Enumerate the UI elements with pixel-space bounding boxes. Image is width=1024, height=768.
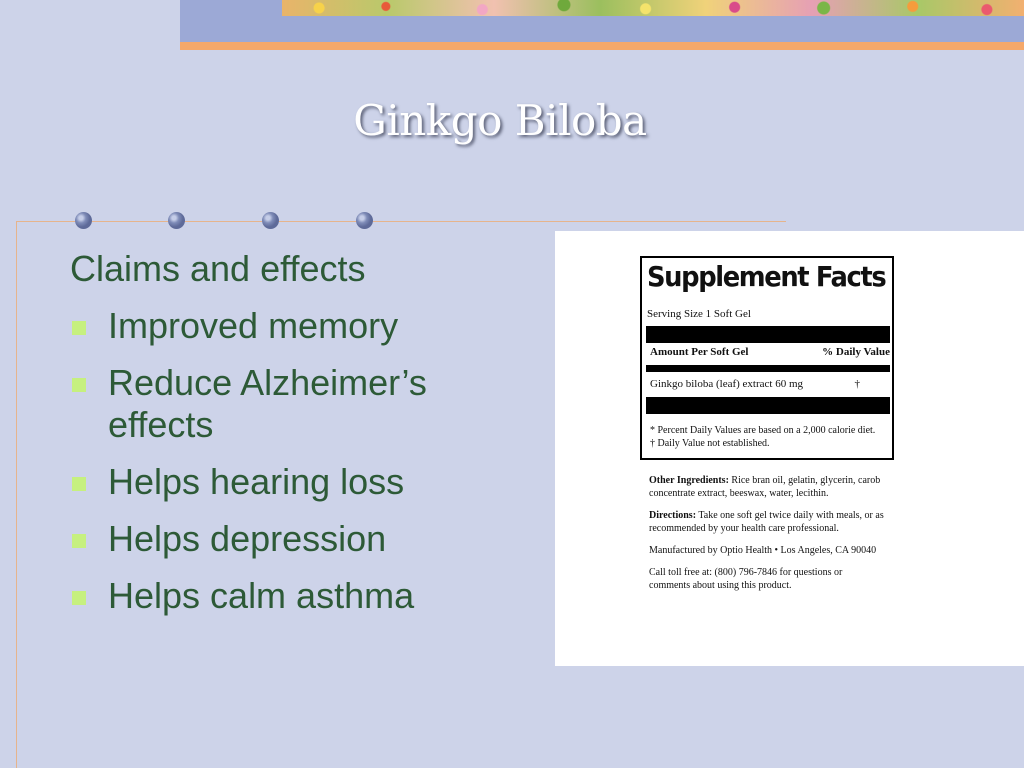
decor-dot-2 (168, 212, 185, 229)
list-item-text: Helps calm asthma (108, 575, 415, 616)
serving-size: Serving Size 1 Soft Gel (647, 308, 751, 320)
directions-label: Directions: (649, 510, 697, 521)
footnotes (650, 424, 886, 450)
list-item-text: Helps depression (108, 518, 387, 559)
manufacturer: Manufactured by Optio Health • Los Angeles, CA 90040 (649, 545, 877, 556)
decor-dot-4 (356, 212, 373, 229)
ingredient-row (650, 378, 890, 390)
footnote-1: * Percent Daily Values are based on a 2,000 calorie diet. (650, 425, 876, 436)
bullet-square-icon (72, 591, 86, 605)
bullet-square-icon (72, 477, 86, 491)
footnote-2: † Daily Value not established. (650, 438, 770, 449)
claims-heading: Claims and effects (70, 248, 366, 289)
black-bar (646, 397, 890, 414)
claims-list (70, 305, 540, 617)
list-item (70, 305, 540, 347)
contact-info: Call toll free at: (800) 796-7846 for questions or comments about using this product. (649, 567, 843, 591)
decor-dot-1 (75, 212, 92, 229)
decor-dot-3 (262, 212, 279, 229)
other-ingredients-label: Other Ingredients: (649, 475, 729, 486)
other-ingredients (649, 474, 884, 500)
accent-rule (180, 42, 1024, 50)
directions-text: Take one soft gel twice daily with meals, or as recommended by your health care professional. (649, 510, 884, 534)
black-bar (646, 365, 890, 372)
list-item (70, 575, 540, 617)
frame-line-horizontal (16, 221, 786, 222)
list-item (70, 518, 540, 560)
supplement-label-image (555, 231, 1024, 666)
list-item-text: Reduce Alzheimer’s effects (108, 362, 427, 445)
amount-header-row (650, 346, 890, 358)
flower-image-strip (282, 0, 1024, 16)
list-item-text: Improved memory (108, 305, 399, 346)
facts-title: Supplement Facts (647, 260, 886, 293)
ingredient-text: Ginkgo biloba (leaf) extract 60 mg (650, 378, 804, 390)
bullet-square-icon (72, 378, 86, 392)
list-item-text: Helps hearing loss (108, 461, 405, 502)
ingredient-daily-value: † (854, 378, 860, 390)
supplement-facts-panel (640, 256, 894, 460)
slide-body (70, 248, 540, 632)
label-details (649, 474, 884, 601)
amount-header: Amount Per Soft Gel (650, 346, 749, 358)
bullet-square-icon (72, 321, 86, 335)
daily-value-header: % Daily Value (822, 346, 890, 358)
other-ingredients-text: Rice bran oil, gelatin, glycerin, carob concentrate extract, beeswax, water, lecithin. (649, 475, 881, 499)
list-item (70, 461, 540, 503)
directions (649, 509, 884, 535)
frame-line-vertical (16, 221, 17, 768)
slide-title: Ginkgo Biloba (353, 96, 647, 145)
list-item (70, 362, 540, 446)
black-bar (646, 326, 890, 343)
bullet-square-icon (72, 534, 86, 548)
